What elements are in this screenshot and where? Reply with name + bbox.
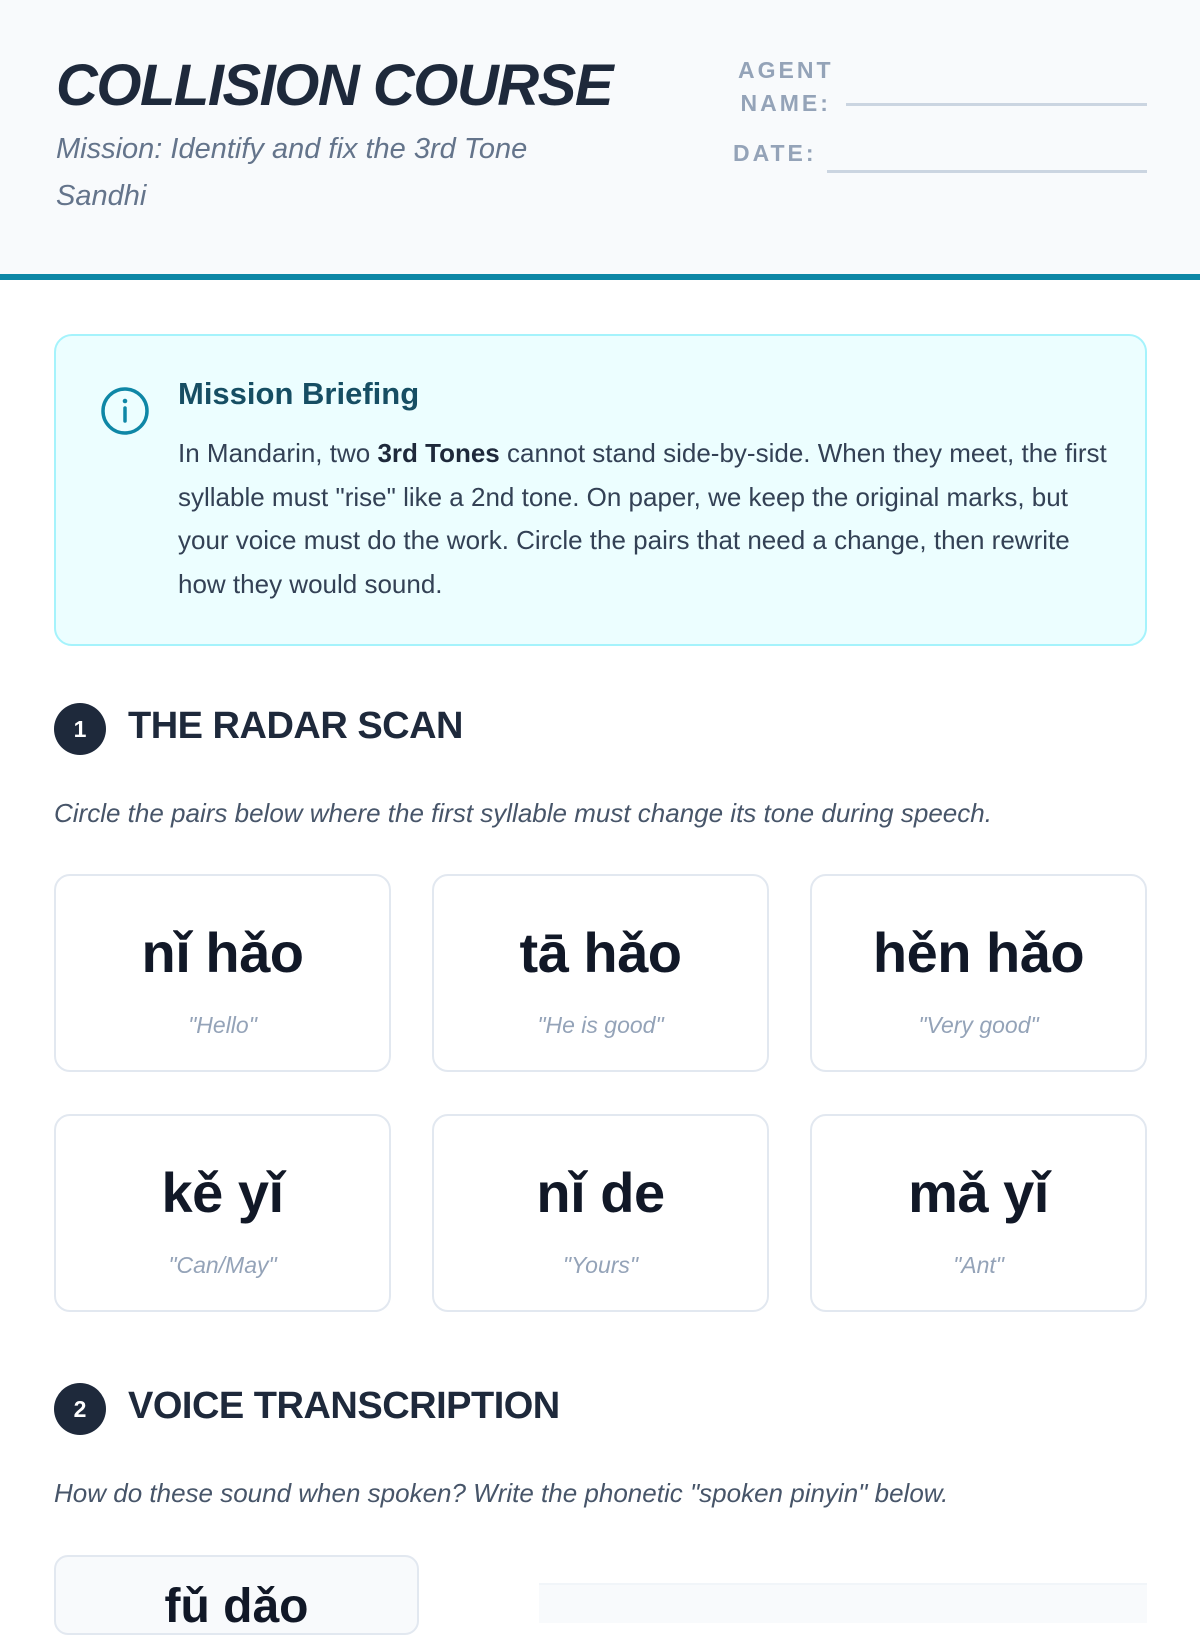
section-title: THE RADAR SCAN (128, 705, 463, 747)
pair-pinyin: nǐ hǎo (141, 921, 304, 984)
briefing-text-part1: In Mandarin, two (178, 438, 378, 468)
pair-card[interactable] (432, 874, 769, 1072)
worksheet-header (0, 0, 1200, 280)
briefing-title: Mission Briefing (178, 376, 420, 411)
briefing-text-part2: cannot stand side-by-side. When they meet, the first syllable must "rise" like a 2nd tone. On paper, we keep the original marks, but your voice must do the work. Circle the pairs that need a change, then rewrite how they would sound. (178, 438, 1107, 599)
page-title: COLLISION COURSE (56, 53, 613, 118)
section-2-instruction: How do these sound when spoken? Write the phonetic "spoken pinyin" below. (54, 1478, 949, 1508)
date-field[interactable] (827, 170, 1147, 173)
pair-meaning: "Hello" (188, 1012, 257, 1038)
section-1-instruction: Circle the pairs below where the first syllable must change its tone during speech. (54, 798, 992, 828)
section-title: VOICE TRANSCRIPTION (128, 1385, 560, 1427)
pair-meaning: "He is good" (537, 1012, 664, 1038)
pair-card[interactable] (810, 874, 1147, 1072)
info-icon (100, 386, 150, 436)
pair-pinyin: kě yǐ (161, 1161, 284, 1224)
briefing-text (178, 432, 1108, 606)
pair-card[interactable] (54, 874, 391, 1072)
pair-meaning: "Ant" (953, 1252, 1004, 1278)
transcription-item (54, 1555, 419, 1635)
pair-pinyin: hěn hǎo (872, 921, 1085, 984)
pair-meaning: "Very good" (918, 1012, 1039, 1038)
briefing-text-bold: 3rd Tones (377, 438, 500, 468)
pair-meaning: "Yours" (562, 1252, 639, 1278)
pair-card[interactable] (54, 1114, 391, 1312)
pair-meaning: "Can/May" (168, 1252, 277, 1278)
mission-briefing (54, 334, 1147, 646)
page-subtitle: Mission: Identify and fix the 3rd Tone Sandhi (56, 133, 528, 212)
agent-name-label (738, 54, 834, 120)
section-number-badge: 2 (54, 1383, 106, 1435)
transcription-answer-field[interactable] (539, 1583, 1147, 1623)
pair-card[interactable] (432, 1114, 769, 1312)
section-number-badge: 1 (54, 703, 106, 755)
pair-pinyin: mǎ yǐ (908, 1161, 1049, 1224)
pair-pinyin: tā hǎo (519, 921, 682, 984)
pair-pinyin: nǐ de (536, 1161, 665, 1224)
agent-label-line1: AGENT (738, 57, 834, 83)
pair-card[interactable] (810, 1114, 1147, 1312)
agent-label-line2: NAME: (740, 90, 831, 116)
transcription-pinyin: fǔ dǎo (164, 1580, 309, 1633)
date-label: DATE: (733, 140, 817, 166)
agent-name-field[interactable] (846, 103, 1147, 106)
